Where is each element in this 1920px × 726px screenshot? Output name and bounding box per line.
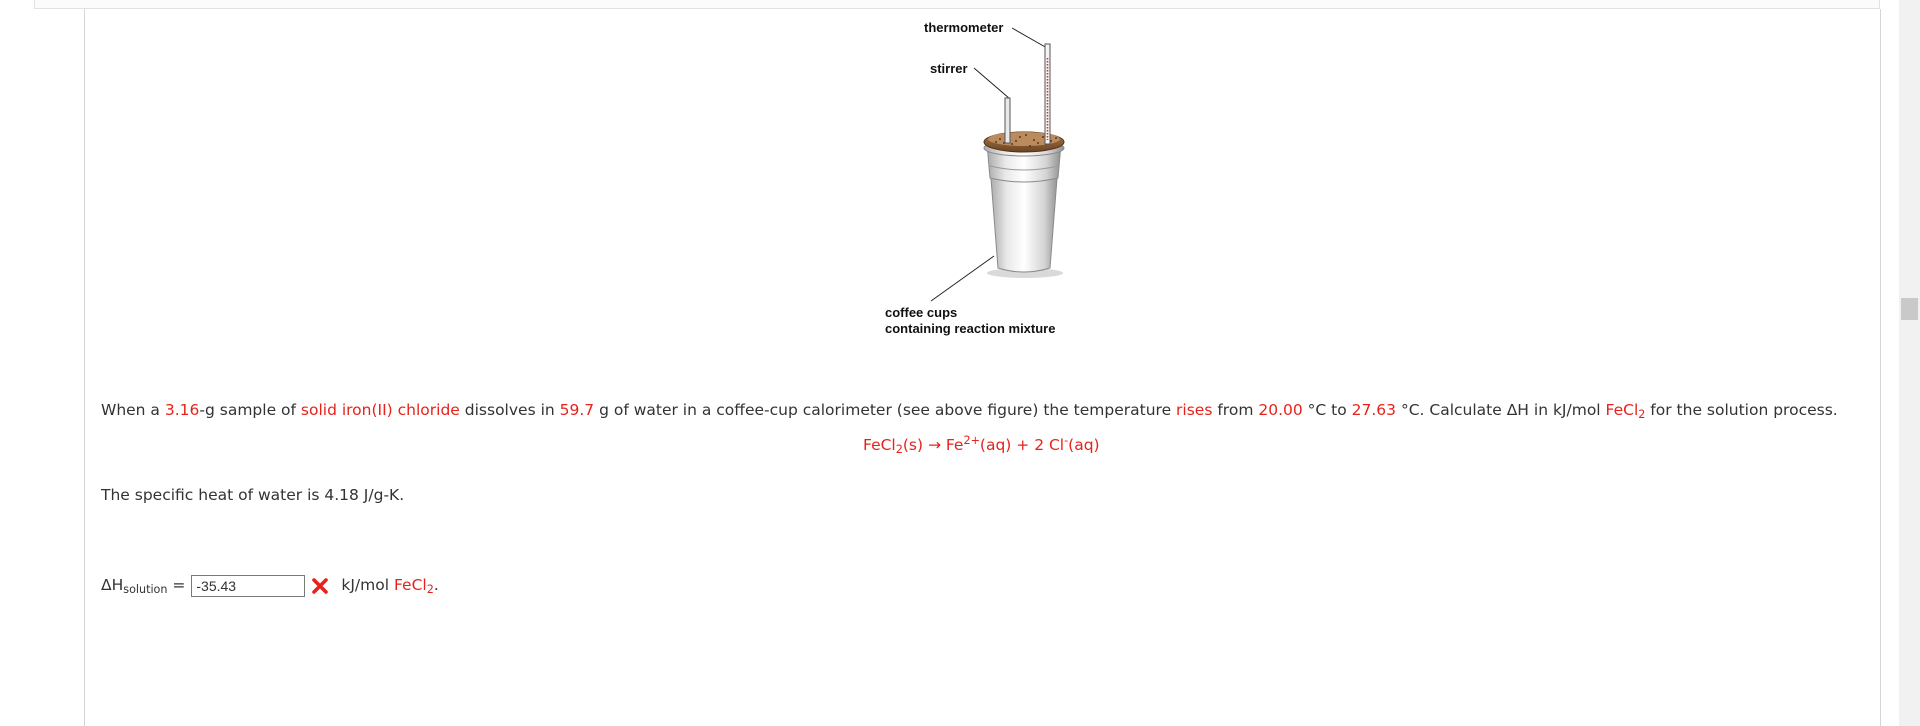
delta-h-input[interactable]	[191, 575, 305, 597]
temperature-direction: rises	[1176, 401, 1213, 419]
calorimeter-figure	[880, 18, 1080, 340]
top-frame-strip	[34, 0, 1880, 9]
answer-row	[101, 574, 439, 598]
delta-h-label: $\Delta H_{solution}$ =	[101, 576, 186, 596]
thermometer-label: thermometer	[924, 20, 1004, 35]
coffee-cups-label: coffee cups	[885, 305, 958, 320]
substance-name: solid iron(II) chloride	[300, 401, 460, 419]
initial-temperature: 20.00	[1258, 401, 1303, 419]
answer-unit: kJ/mol FeCl$_2$.	[341, 576, 439, 596]
dissolution-equation: FeCl$_2$(s) → $Fe^{2+}(aq) + 2$ Cl-(aq)	[863, 434, 1100, 457]
stirrer-label: stirrer	[930, 61, 968, 76]
scrollbar-thumb[interactable]	[1901, 298, 1918, 320]
specific-heat-text: The specific heat of water is 4.18 J/g-K.	[101, 486, 405, 504]
incorrect-x-icon	[311, 577, 329, 595]
question-text: When a 3.16-g sample of solid iron(II) chloride dissolves in 59.7 g of water in a coffee-cup calorimeter (see above figure) the temperature rises from 20.00 °C to 27.63 °C. Calculate ΔH in kJ/mol FeCl$_2$ for the solution process.	[101, 401, 1838, 421]
question-formula: FeCl$_2$	[1605, 401, 1646, 421]
water-mass: 59.7	[559, 401, 595, 419]
reaction-mixture-label: containing reaction mixture	[885, 321, 1056, 336]
sample-mass: 3.16	[164, 401, 200, 419]
calorimeter-illustration	[880, 18, 1080, 340]
page-scrollbar[interactable]	[1899, 0, 1920, 726]
final-temperature: 27.63	[1351, 401, 1397, 419]
